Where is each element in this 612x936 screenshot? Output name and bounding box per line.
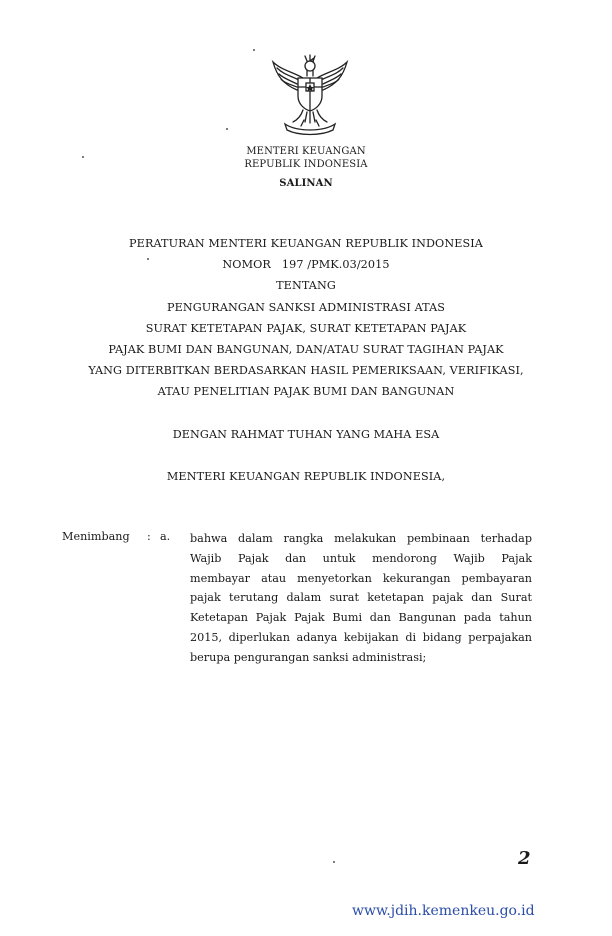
scan-speck [333, 861, 335, 863]
paragraph-line: pajak terutang dalam surat ketetapan pajak dan Surat [190, 591, 532, 605]
scan-speck [147, 258, 149, 260]
subject-line: YANG DITERBITKAN BERDASARKAN HASIL PEMERIKSAAN, VERIFIKASI, [88, 364, 524, 377]
scan-speck [226, 128, 228, 130]
copy-stamp: SALINAN [279, 178, 333, 189]
considering-item-a [190, 529, 532, 668]
ministry-title-line2: REPUBLIK INDONESIA [244, 159, 368, 170]
item-marker: a. [160, 530, 171, 543]
subject-line: SURAT KETETAPAN PAJAK, SURAT KETETAPAN PAJAK [145, 322, 467, 335]
invocation: DENGAN RAHMAT TUHAN YANG MAHA ESA [172, 428, 440, 441]
considering-colon: : [147, 530, 151, 543]
regulation-title: PERATURAN MENTERI KEUANGAN REPUBLIK INDONESIA [129, 237, 483, 250]
regulation-about: TENTANG [276, 279, 336, 292]
subject-line: ATAU PENELITIAN PAJAK BUMI DAN BANGUNAN [157, 385, 455, 398]
scan-speck [253, 49, 255, 51]
paragraph-line: Ketetapan Pajak Pajak Bumi dan Bangunan pada tahun [190, 611, 532, 625]
subject-line: PENGURANGAN SANKSI ADMINISTRASI ATAS [166, 301, 446, 314]
paragraph-line: bahwa dalam rangka melakukan pembinaan terhadap [190, 532, 532, 545]
regulation-number [0, 258, 612, 271]
page-number-mark: 2 [518, 848, 531, 869]
footer-url[interactable]: www.jdih.kemenkeu.go.id [352, 903, 535, 919]
paragraph-line: membayar atau menyetorkan kekurangan pembayaran [190, 571, 532, 585]
regulation-number-label: NOMOR [222, 258, 271, 271]
garuda-emblem-icon [267, 52, 353, 138]
scan-speck [82, 156, 84, 158]
issuer: MENTERI KEUANGAN REPUBLIK INDONESIA, [166, 470, 446, 483]
regulation-number-value: 197 /PMK.03/2015 [281, 258, 390, 271]
considering-label: Menimbang [62, 530, 130, 543]
subject-line: PAJAK BUMI DAN BANGUNAN, DAN/ATAU SURAT TAGIHAN PAJAK [108, 343, 504, 356]
paragraph-line: 2015, diperlukan adanya kebijakan di bidang perpajakan [190, 630, 532, 644]
ministry-title-line1: MENTERI KEUANGAN [246, 146, 366, 157]
paragraph-line: Wajib Pajak dan untuk mendorong Wajib Pajak [190, 551, 532, 565]
paragraph-line: berupa pengurangan sanksi administrasi; [190, 650, 427, 664]
